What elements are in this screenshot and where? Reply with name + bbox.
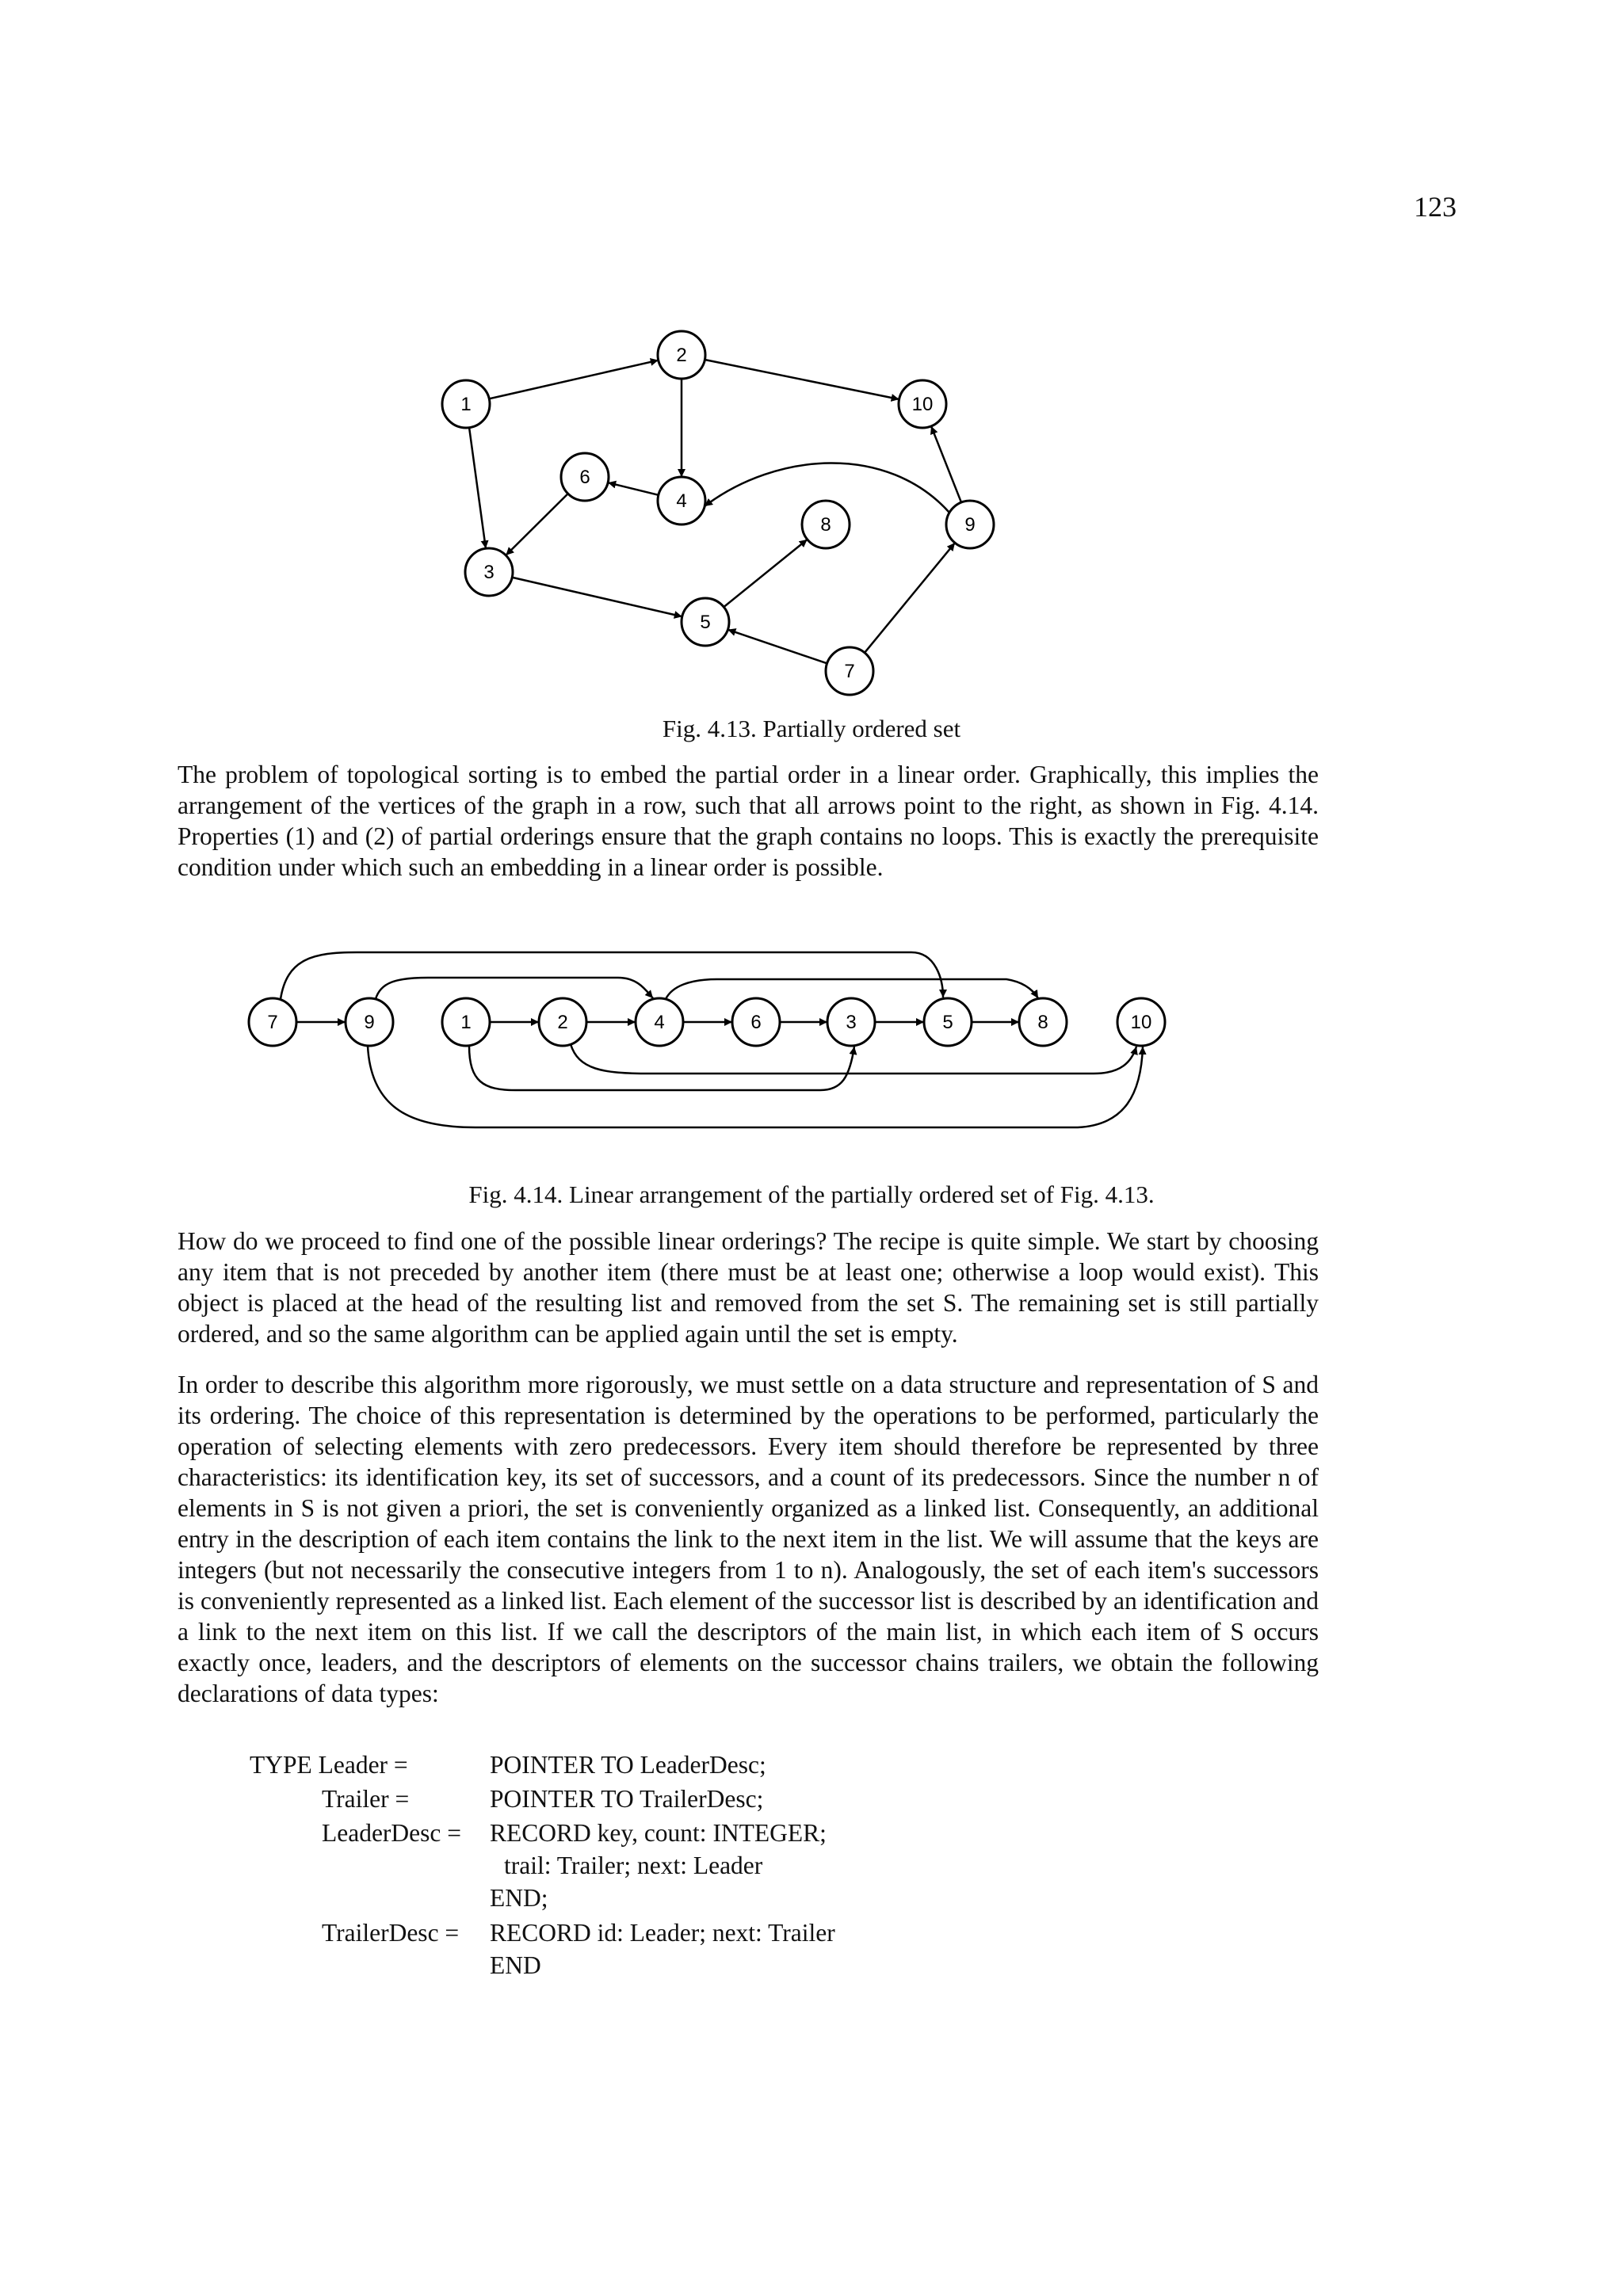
edge-7-5 <box>727 630 827 664</box>
edge-4-6 <box>608 482 659 495</box>
figure-4-13 <box>0 317 1623 713</box>
node-4 <box>658 477 705 524</box>
linear-node-7 <box>249 998 296 1046</box>
code-type-leader-def: POINTER TO LeaderDesc; <box>490 1751 766 1779</box>
node-1-label: 1 <box>460 394 472 415</box>
edge-1-3 <box>469 428 486 549</box>
node-10-label: 10 <box>911 394 934 415</box>
linear-node-2-label: 2 <box>557 1012 568 1033</box>
linear-node-2 <box>539 998 586 1046</box>
node-10 <box>899 380 946 428</box>
linear-node-1 <box>442 998 490 1046</box>
1-3-arc <box>469 1046 854 1090</box>
linear-node-10 <box>1117 998 1165 1046</box>
node-6-label: 6 <box>579 467 590 488</box>
linear-node-7-label: 7 <box>267 1012 278 1033</box>
linear-node-6-label: 6 <box>750 1012 762 1033</box>
page-number: 123 <box>1414 191 1457 223</box>
linear-node-9-label: 9 <box>364 1012 375 1033</box>
code-trailer-def: POINTER TO TrailerDesc; <box>490 1785 764 1813</box>
code-leaderdesc-def2: trail: Trailer; next: Leader <box>504 1852 763 1879</box>
code-trailerdesc-label: TrailerDesc = <box>322 1919 460 1947</box>
node-7 <box>826 647 873 695</box>
linear-node-8 <box>1019 998 1067 1046</box>
edge-1-2 <box>489 360 659 399</box>
edge-2-10 <box>705 360 899 399</box>
code-trailer-label: Trailer = <box>322 1785 410 1813</box>
code-type-leader-label: TYPE Leader = <box>250 1751 408 1779</box>
node-5-label: 5 <box>700 612 711 633</box>
node-5 <box>682 598 729 646</box>
code-trailerdesc-def2: END <box>490 1951 541 1979</box>
node-6 <box>561 453 609 501</box>
node-2-label: 2 <box>676 345 687 366</box>
9-10-arc <box>368 1046 1143 1127</box>
linear-node-8-label: 8 <box>1037 1012 1048 1033</box>
code-leaderdesc-label: LeaderDesc = <box>322 1819 462 1847</box>
node-1 <box>442 380 490 428</box>
figure-4-13-caption: Fig. 4.13. Partially ordered set <box>662 715 961 742</box>
linear-node-6 <box>732 998 780 1046</box>
linear-node-4 <box>636 998 683 1046</box>
edge-6-3 <box>506 494 567 555</box>
node-9 <box>946 501 994 548</box>
code-leaderdesc-def3: END; <box>490 1884 548 1912</box>
node-8-label: 8 <box>820 514 831 536</box>
paragraph-3: In order to describe this algorithm more rigorously, we must settle on a data structure and representation of S and its ordering. The choice of this representation is determined by the operations to be performed, particularly the operation of selecting elements with zero predecessors. Every item should therefore be represented by three characteristics: its identification key, its set of successors, and a count of its predecessors. Since the number n of elements in S is not given a priori, the set is conveniently organized as a linked list. Consequently, an additional entry in the description of each item contains the link to the next item in the list. We will assume that the keys are integers (but not necessarily the consecutive integers from 1 to n). Analogously, the set of each item's successors is conveniently represented as a linked list. Each element of the successor list is described by an identification and a link to the next item on this list. If we call the descriptors of the main list, in which each item of S occurs exactly once, leaders, and the descriptors of elements on the successor chains trailers, we obtain the following declarations of data types: <box>178 1371 1319 1707</box>
code-leaderdesc-def1: RECORD key, count: INTEGER; <box>490 1819 827 1847</box>
linear-node-9 <box>346 998 393 1046</box>
linear-node-4-label: 4 <box>654 1012 665 1033</box>
figure-4-14 <box>0 935 1623 1173</box>
node-2 <box>658 331 705 379</box>
edge-7-9 <box>865 543 955 653</box>
node-3-label: 3 <box>483 562 495 583</box>
figure-4-14-caption: Fig. 4.14. Linear arrangement of the partially ordered set of Fig. 4.13. <box>468 1180 1155 1208</box>
linear-node-3 <box>827 998 875 1046</box>
linear-node-5-label: 5 <box>942 1012 953 1033</box>
linear-node-10-label: 10 <box>1130 1012 1152 1033</box>
linear-node-3-label: 3 <box>846 1012 857 1033</box>
edge-9-10 <box>931 426 961 502</box>
node-8 <box>802 501 850 548</box>
linear-node-5 <box>924 998 972 1046</box>
paragraph-1: The problem of topological sorting is to embed the partial order in a linear order. Graphically, this implies the arrangement of the vertices of the graph in a row, such that all arrows point to the right, as shown in Fig. 4.14. Properties (1) and (2) of partial orderings ensure that the graph contains no loops. This is exactly the prerequisite condition under which such an embedding in a linear order is possible. <box>178 761 1319 881</box>
edge-5-8 <box>724 540 807 607</box>
node-4-label: 4 <box>676 490 687 512</box>
code-trailerdesc-def1: RECORD id: Leader; next: Trailer <box>490 1919 835 1947</box>
9-4-arc <box>376 978 653 999</box>
node-3 <box>465 548 513 596</box>
node-9-label: 9 <box>964 514 976 536</box>
node-7-label: 7 <box>844 661 855 682</box>
4-8-arc <box>666 979 1038 999</box>
linear-node-1-label: 1 <box>460 1012 472 1033</box>
edge-3-5 <box>512 578 682 617</box>
paragraph-2: How do we proceed to find one of the possible linear orderings? The recipe is quite simple. We start by choosing any item that is not preceded by another item (there must be at least one; otherwise a loop would exist). This object is placed at the head of the resulting list and removed from the set S. The remaining set is still partially ordered, and so the same algorithm can be applied again until the set is empty. <box>178 1227 1319 1348</box>
